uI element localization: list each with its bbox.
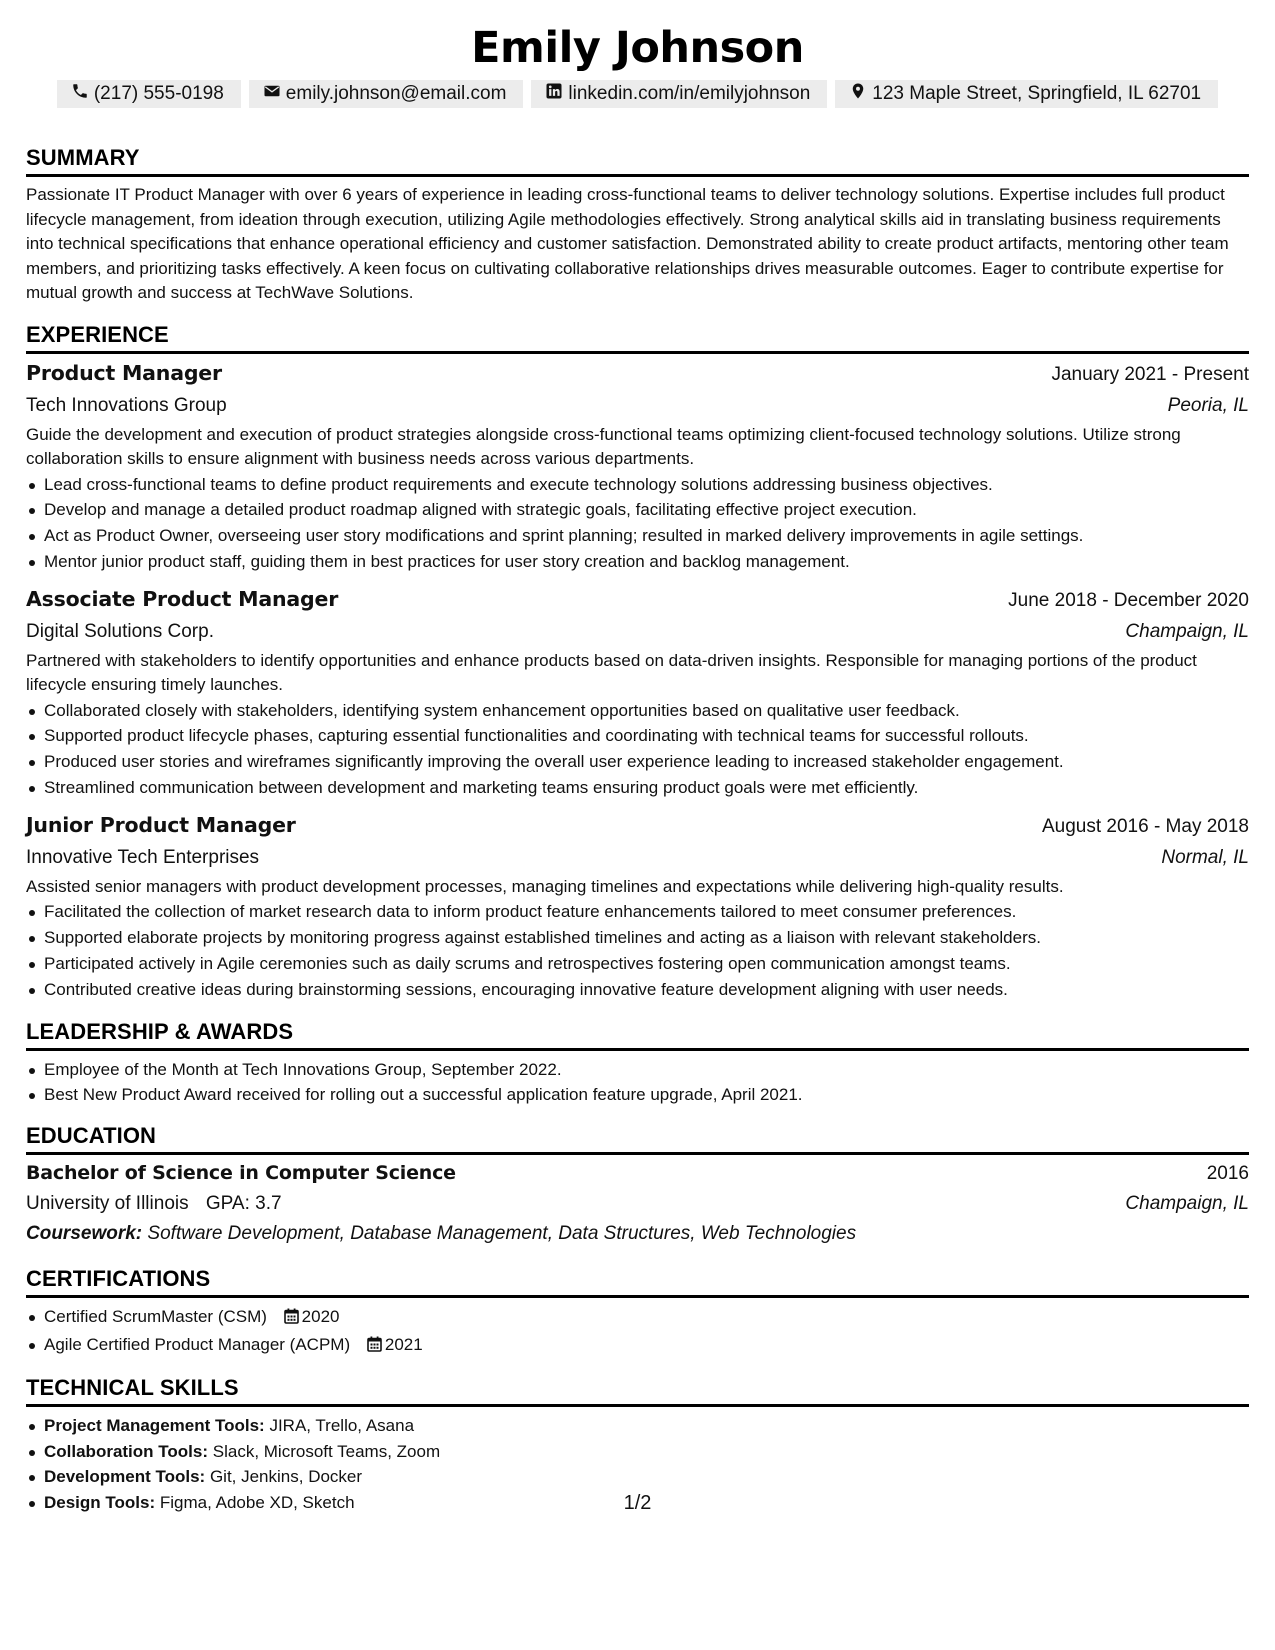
job-entry bbox=[26, 810, 1249, 1003]
list-item: Facilitated the collection of market research data to inform product feature enhancements tailored to meet consumer preferences. bbox=[26, 899, 1249, 925]
list-item: Contributed creative ideas during brainstorming sessions, encouraging innovative feature development aligning with user needs. bbox=[26, 977, 1249, 1003]
contact-phone[interactable] bbox=[57, 80, 241, 108]
job-location: Peoria, IL bbox=[1167, 394, 1249, 416]
list-item: Supported product lifecycle phases, capturing essential functionalities and coordinating with technical teams for successful rollouts. bbox=[26, 723, 1249, 749]
list-item: Streamlined communication between development and marketing teams ensuring product goals were met efficiently. bbox=[26, 775, 1249, 801]
contact-bar bbox=[26, 80, 1249, 108]
section-title-education: EDUCATION bbox=[26, 1122, 1249, 1155]
coursework-text: Software Development, Database Management, Data Structures, Web Technologies bbox=[147, 1223, 857, 1245]
linkedin-text: linkedin.com/in/emilyjohnson bbox=[568, 83, 811, 104]
list-item: Supported elaborate projects by monitoring progress against established timelines and acting as a liaison with relevant stakeholders. bbox=[26, 925, 1249, 951]
list-item: Develop and manage a detailed product roadmap aligned with strategic goals, facilitating effective project execution. bbox=[26, 497, 1249, 523]
job-title: Junior Product Manager bbox=[26, 812, 296, 837]
list-item: Mentor junior product staff, guiding them in best practices for user story creation and backlog management. bbox=[26, 549, 1249, 575]
job-entry bbox=[26, 358, 1249, 575]
list-item bbox=[26, 1332, 1249, 1360]
list-item: Employee of the Month at Tech Innovations Group, September 2022. bbox=[26, 1057, 1249, 1083]
school-location: Champaign, IL bbox=[1125, 1193, 1249, 1215]
map-pin-icon bbox=[849, 82, 872, 106]
page-number: 1/2 bbox=[623, 1492, 652, 1514]
job-bullets bbox=[26, 698, 1249, 801]
phone-text: (217) 555-0198 bbox=[93, 83, 224, 104]
contact-address bbox=[835, 80, 1218, 108]
gpa: GPA: 3.7 bbox=[205, 1193, 282, 1215]
calendar-icon bbox=[367, 1334, 382, 1360]
certifications-list bbox=[26, 1304, 1249, 1360]
coursework-line bbox=[26, 1219, 1249, 1249]
address-text: 123 Maple Street, Springfield, IL 62701 bbox=[872, 83, 1202, 104]
section-title-experience: EXPERIENCE bbox=[26, 321, 1249, 354]
job-location: Champaign, IL bbox=[1125, 620, 1249, 642]
job-dates: August 2016 - May 2018 bbox=[1041, 815, 1249, 837]
contact-linkedin[interactable] bbox=[531, 80, 827, 108]
job-company: Tech Innovations Group bbox=[26, 394, 227, 416]
education-section bbox=[26, 1122, 1249, 1249]
coursework-label: Coursework: bbox=[26, 1223, 143, 1245]
linkedin-icon bbox=[545, 82, 568, 106]
job-entry bbox=[26, 584, 1249, 801]
awards-list bbox=[26, 1057, 1249, 1109]
candidate-name: Emily Johnson bbox=[471, 23, 804, 73]
list-item: Best New Product Award received for rolling out a successful application feature upgrade, April 2021. bbox=[26, 1082, 1249, 1108]
skill-label: Development Tools: bbox=[44, 1467, 206, 1487]
calendar-icon bbox=[284, 1306, 299, 1332]
section-title-skills: TECHNICAL SKILLS bbox=[26, 1374, 1249, 1407]
resume-page bbox=[26, 0, 1249, 1650]
list-item: Produced user stories and wireframes significantly improving the overall user experience leading to increased stakeholder engagement. bbox=[26, 749, 1249, 775]
job-title: Associate Product Manager bbox=[26, 586, 339, 611]
contact-email[interactable] bbox=[249, 80, 524, 108]
certification-year: 2021 bbox=[384, 1334, 423, 1354]
skill-value: Slack, Microsoft Teams, Zoom bbox=[212, 1441, 441, 1461]
job-bullets bbox=[26, 899, 1249, 1002]
list-item bbox=[26, 1304, 1249, 1332]
section-title-summary: SUMMARY bbox=[26, 144, 1249, 177]
summary-text: Passionate IT Product Manager with over 6 years of experience in leading cross-functional teams to deliver technology solutions. Expertise includes full product lifecycle management, from ideation through execution, utilizing Agile methodologies effectively. Strong analytical skills aid in translating business requirements into technical specifications that enhance operational efficiency and customer satisfaction. Demonstrated ability to create product artifacts, mentoring other team members, and prioritizing tasks effectively. A keen focus on cultivating collaborative relationships drives measurable outcomes. Eager to contribute expertise for mutual growth and success at TechWave Solutions. bbox=[26, 185, 1229, 302]
job-company: Innovative Tech Enterprises bbox=[26, 846, 260, 868]
section-title-certifications: CERTIFICATIONS bbox=[26, 1265, 1249, 1298]
graduation-year: 2016 bbox=[1206, 1163, 1249, 1185]
phone-icon bbox=[71, 82, 94, 106]
certifications-section bbox=[26, 1265, 1249, 1360]
list-item: Lead cross-functional teams to define product requirements and execute technology solutions addressing business objectives. bbox=[26, 472, 1249, 498]
certification-year: 2020 bbox=[301, 1307, 340, 1327]
job-bullets bbox=[26, 472, 1249, 575]
experience-section bbox=[26, 321, 1249, 1003]
skill-label: Collaboration Tools: bbox=[44, 1441, 209, 1461]
skill-value: Git, Jenkins, Docker bbox=[209, 1467, 363, 1487]
section-title-leadership: LEADERSHIP & AWARDS bbox=[26, 1018, 1249, 1051]
leadership-section bbox=[26, 1018, 1249, 1109]
degree-title: Bachelor of Science in Computer Science bbox=[26, 1162, 456, 1185]
skill-label: Project Management Tools: bbox=[44, 1415, 265, 1435]
job-dates: June 2018 - December 2020 bbox=[1008, 589, 1249, 611]
job-company: Digital Solutions Corp. bbox=[26, 620, 214, 642]
certification-name: Agile Certified Product Manager (ACPM) bbox=[44, 1334, 351, 1354]
job-dates: January 2021 - Present bbox=[1051, 363, 1249, 385]
summary-section bbox=[26, 144, 1249, 306]
list-item: Participated actively in Agile ceremonies such as daily scrums and retrospectives fostering open communication amongst teams. bbox=[26, 951, 1249, 977]
job-location: Normal, IL bbox=[1161, 846, 1249, 868]
school-name: University of Illinois bbox=[26, 1193, 189, 1215]
job-summary: Assisted senior managers with product development processes, managing timelines and expectations while delivering high-quality results. bbox=[26, 876, 1064, 896]
list-item: Collaborated closely with stakeholders, identifying system enhancement opportunities based on qualitative user feedback. bbox=[26, 698, 1249, 724]
job-summary: Partnered with stakeholders to identify opportunities and enhance products based on data-driven insights. Responsible for managing portions of the product lifecycle ensuring timely launches. bbox=[26, 650, 1197, 695]
list-item bbox=[26, 1464, 1249, 1490]
list-item: Act as Product Owner, overseeing user story modifications and sprint planning; resulted in marked delivery improvements in agile settings. bbox=[26, 523, 1249, 549]
envelope-icon bbox=[263, 82, 286, 106]
list-item bbox=[26, 1413, 1249, 1439]
job-summary: Guide the development and execution of product strategies alongside cross-functional teams optimizing client-focused technology solutions. Utilize strong collaboration skills to ensure alignment with business needs across various departments. bbox=[26, 424, 1181, 468]
certification-name: Certified ScrumMaster (CSM) bbox=[44, 1307, 267, 1327]
list-item bbox=[26, 1439, 1249, 1465]
job-title: Product Manager bbox=[26, 360, 222, 385]
email-text: emily.johnson@email.com bbox=[285, 83, 507, 104]
skill-value: JIRA, Trello, Asana bbox=[269, 1415, 415, 1435]
skill-value: Figma, Adobe XD, Sketch bbox=[159, 1493, 355, 1513]
skill-label: Design Tools: bbox=[44, 1493, 156, 1513]
